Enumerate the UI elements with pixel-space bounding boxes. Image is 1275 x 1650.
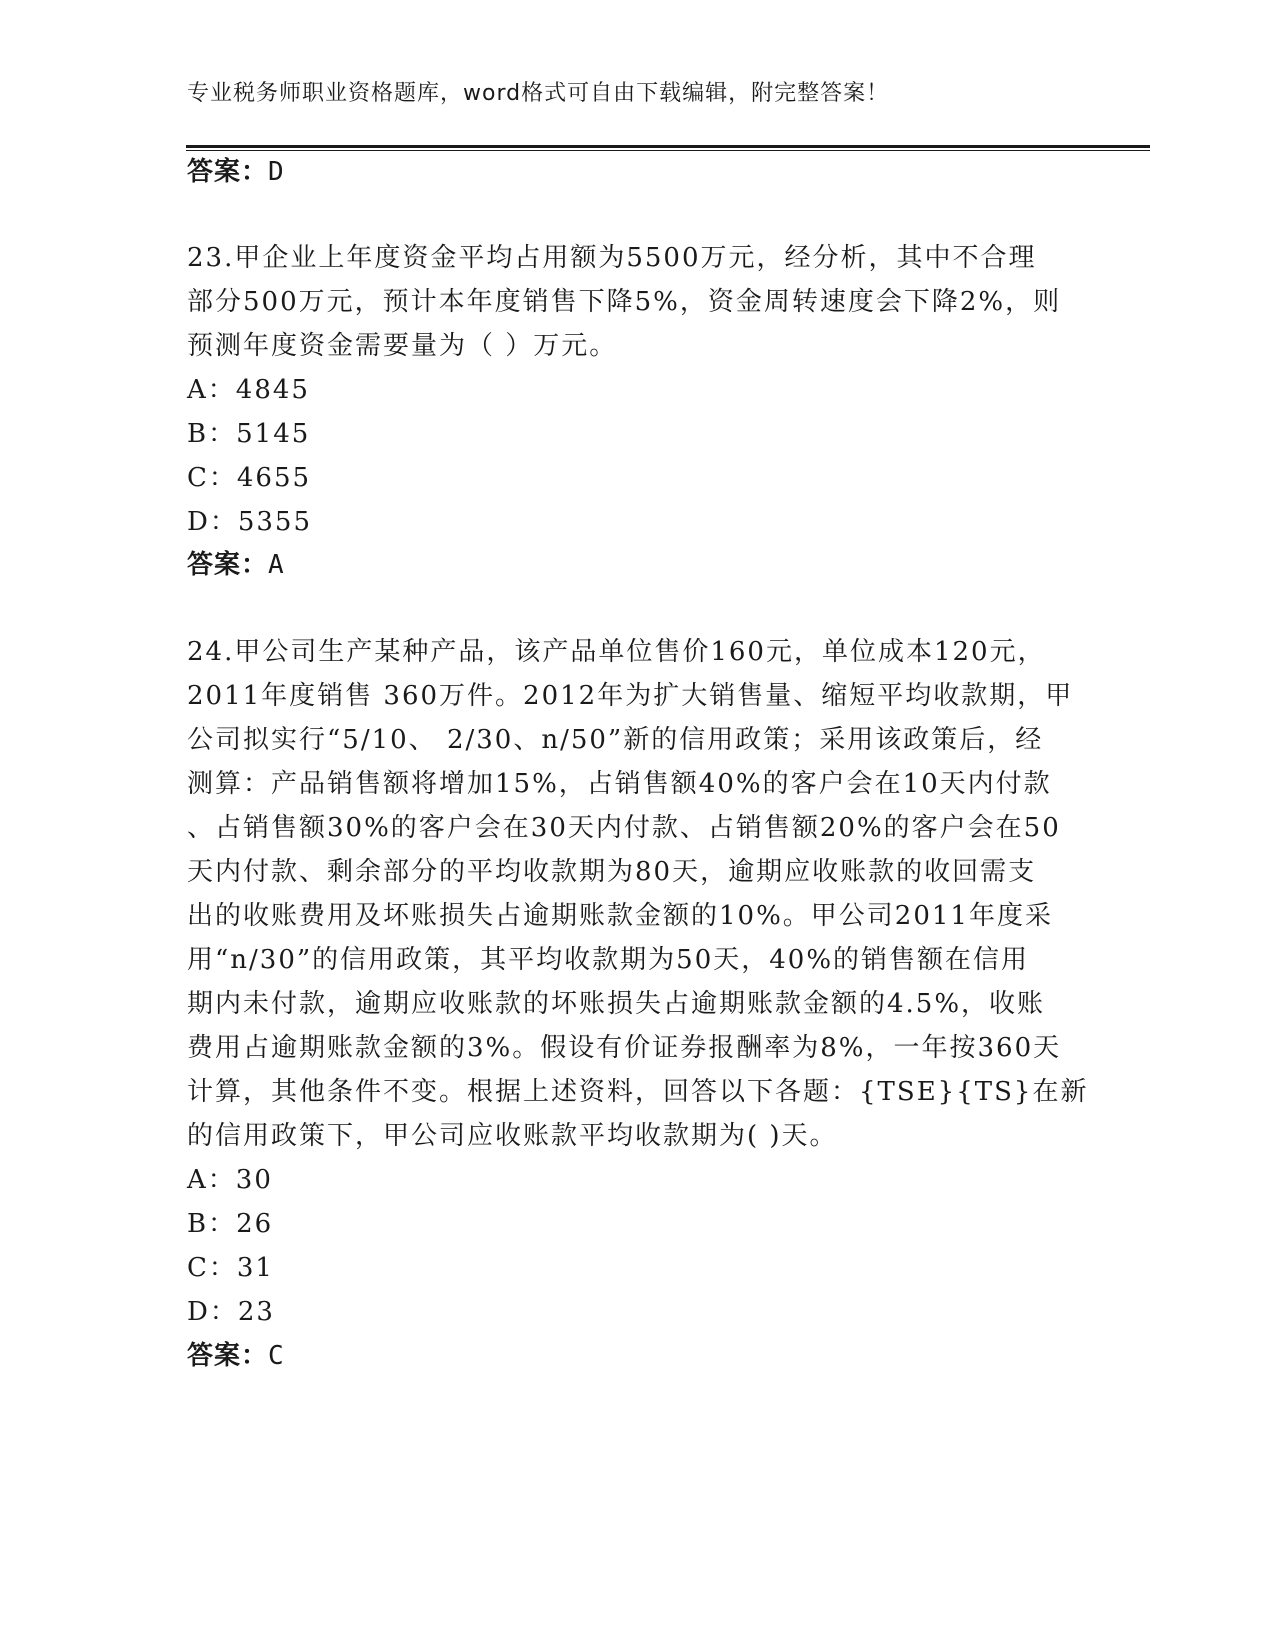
option-c: C：31 — [187, 1253, 274, 1283]
question-text-line: 用“n/30”的信用政策，其平均收款期为50天，40%的销售额在信用 — [187, 945, 1030, 975]
question-text-line: 、占销售额30%的客户会在30天内付款、占销售额20%的客户会在50 — [187, 813, 1061, 843]
answer — [187, 549, 285, 581]
answer-value: D — [268, 157, 285, 187]
question-text-line: 2011年度销售 360万件。2012年为扩大销售量、缩短平均收款期，甲 — [187, 681, 1074, 711]
question-text-line: 费用占逾期账款金额的3%。假设有价证券报酬率为8%，一年按360天 — [187, 1033, 1062, 1063]
question-text-line: 期内未付款，逾期应收账款的坏账损失占逾期账款金额的4.5%，收账 — [187, 989, 1046, 1019]
answer-label: 答案： — [187, 157, 269, 187]
question-text-line: 出的收账费用及坏账损失占逾期账款金额的10%。甲公司2011年度采 — [187, 901, 1053, 931]
answer-prev — [187, 156, 285, 188]
header-rule-thick — [186, 145, 1150, 148]
question-text-line: 的信用政策下，甲公司应收账款平均收款期为( )天。 — [187, 1121, 838, 1151]
question-text-line: 23.甲企业上年度资金平均占用额为5500万元，经分析，其中不合理 — [187, 243, 1037, 273]
option-b: B：26 — [187, 1209, 274, 1239]
answer-value: C — [268, 1341, 285, 1371]
question-text-line: 公司拟实行“5/10、 2/30、n/50”新的信用政策；采用该政策后，经 — [187, 725, 1044, 755]
question-text-line: 计算，其他条件不变。根据上述资料，回答以下各题：{TSE}{TS}在新 — [187, 1077, 1089, 1107]
question-text-line: 部分500万元，预计本年度销售下降5%，资金周转速度会下降2%，则 — [187, 287, 1062, 317]
question-text-line: 天内付款、剩余部分的平均收款期为80天，逾期应收账款的收回需支 — [187, 857, 1037, 887]
answer-label: 答案： — [187, 550, 269, 580]
option-b: B：5145 — [187, 419, 311, 449]
question-text-line: 预测年度资金需要量为（ ）万元。 — [187, 331, 618, 361]
option-d: D：5355 — [187, 507, 313, 537]
header-rule-thin — [186, 150, 1150, 151]
option-c: C：4655 — [187, 463, 312, 493]
answer-value: A — [268, 550, 285, 580]
option-d: D：23 — [187, 1297, 275, 1327]
page-header: 专业税务师职业资格题库，word格式可自由下载编辑，附完整答案！ — [187, 81, 890, 106]
answer — [187, 1340, 285, 1372]
answer-label: 答案： — [187, 1341, 269, 1371]
option-a: A：30 — [187, 1165, 273, 1195]
question-text-line: 24.甲公司生产某种产品，该产品单位售价160元，单位成本120元， — [187, 637, 1046, 667]
question-text-line: 测算：产品销售额将增加15%，占销售额40%的客户会在10天内付款 — [187, 769, 1052, 799]
option-a: A：4845 — [187, 375, 310, 405]
